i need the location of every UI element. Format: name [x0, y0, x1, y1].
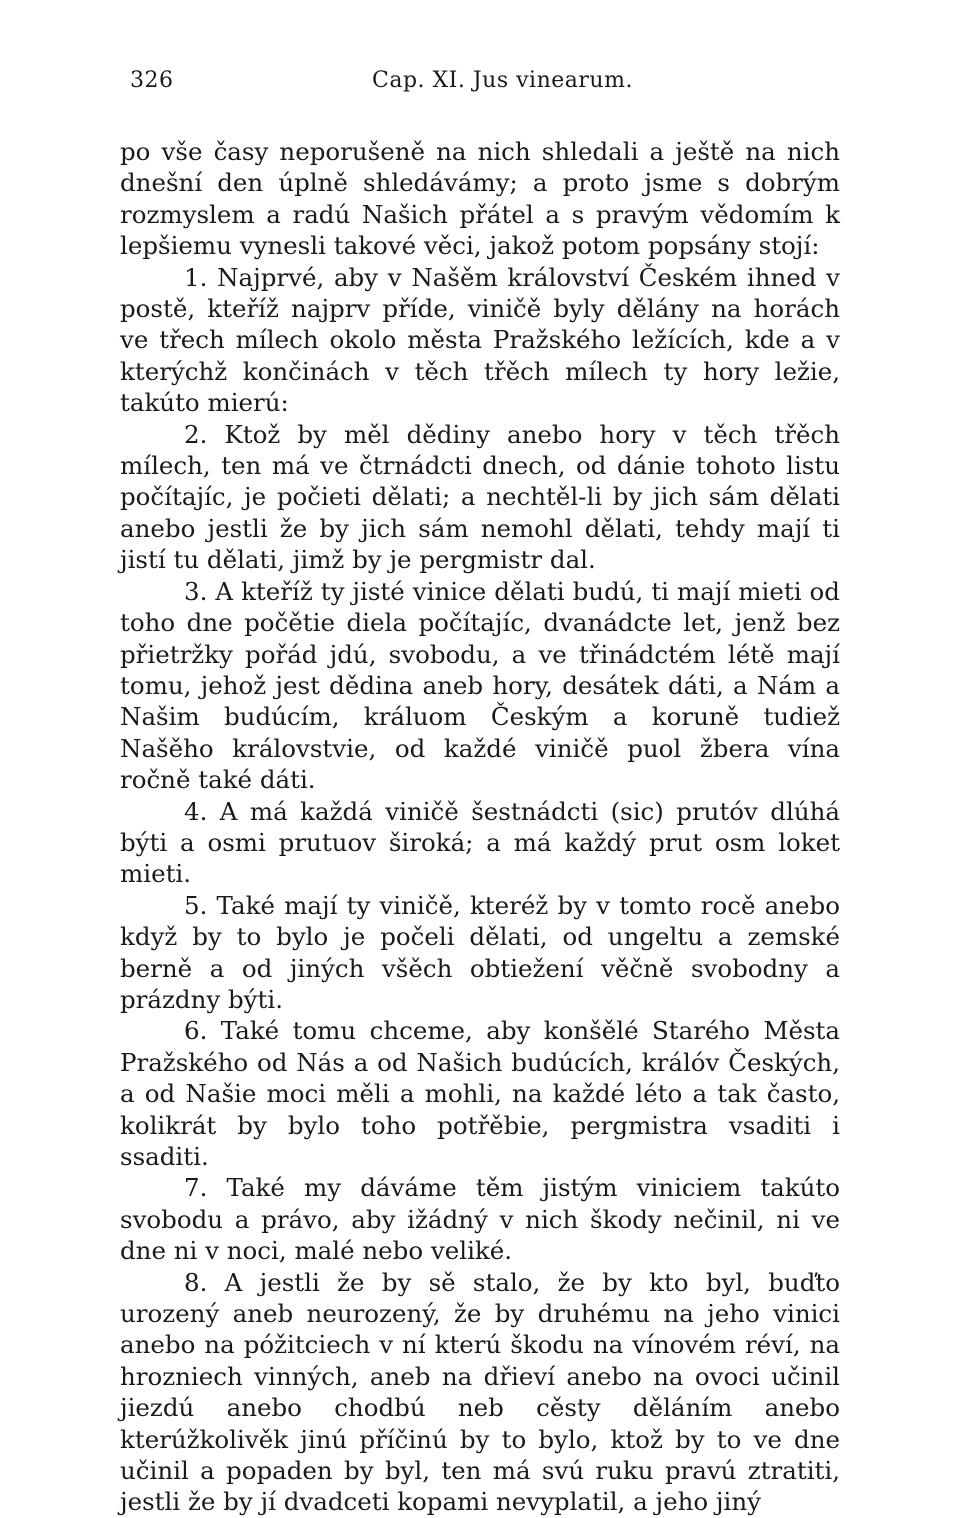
paragraph-article-2: 2. Ktož by měl dědiny anebo hory v těch třěch mílech, ten má ve čtrnádcti dnech, od dánie tohoto listu počítajíc, je počieti dělati; a nechtěl-li by jich sám dělati anebo jestli že by jich sám nemohl dělati, tehdy mají ti jistí tu dělati, jimž by je pergmistr dal.	[120, 419, 840, 575]
body-text	[120, 136, 840, 1518]
running-head	[120, 68, 840, 108]
running-title: Cap. XI. Jus vinearum.	[372, 68, 633, 93]
paragraph-continuation: po vše časy neporušeně na nich shledali a ještě na nich dnešní den úplně shledávámy; a proto jsme s dobrým rozmyslem a radú Našich přátel a s pravým vědomím k lepšiemu vynesli takové věci, jakož potom popsány stojí:	[120, 137, 840, 261]
paragraph-article-4: 4. A má každá viničě šestnádcti (sic) prutóv dlúhá býti a osmi prutuov široká; a má každý prut osm loket mieti.	[120, 796, 840, 889]
paragraph-article-3: 3. A kteříž ty jisté vinice dělati budú, ti mají mieti od toho dne počětie diela počítajíc, dvanádcte let, jenž bez přietržky pořád jdú, svobodu, a ve třinádctém létě mají tomu, jehož jest dědina aneb hory, desátek dáti, a Nám a Našim budúcím, králuom Českým a koruně tudiež Našěho královstvie, od každé viničě puol žbera vína ročně také dáti.	[120, 576, 840, 795]
book-page	[120, 68, 840, 1518]
paragraph-article-8: 8. A jestli že by sě stalo, že by kto byl, buďto urozený aneb neurozený, že by druhému na jeho vinici anebo na póžitciech v ní kterú škodu na vínovém réví, na hrozniech vinných, aneb na dřieví anebo na ovoci učinil jiezdú anebo chodbú neb cěsty děláním anebo kterúžkolivěk jinú příčinú by to bylo, ktož by to ve dne učinil a popaden by byl, ten má svú ruku pravú ztratiti, jestli že by jí dvadceti kopami nevyplatil, a jeho jiný	[120, 1267, 840, 1517]
paragraph-article-7: 7. Také my dáváme těm jistým viniciem takúto svobodu a právo, aby ižádný v nich škody nečinil, ni ve dne ni v noci, malé nebo veliké.	[120, 1173, 840, 1266]
page-number: 326	[130, 68, 174, 93]
paragraph-article-5: 5. Také mají ty viničě, kteréž by v tomto rocě anebo když by to bylo je počeli dělati, od ungeltu a zemské berně a od jiných všěch obtiežení věčně svobodny a prázdny býti.	[120, 890, 840, 1014]
paragraph-article-1: 1. Najprvé, aby v Našěm království Českém ihned v postě, kteříž najprv příde, viničě byly dělány na horách ve třech mílech okolo města Pražského ležících, kde a v kterýchž končinách v těch třěch mílech ty hory ležie, takúto mierú:	[120, 262, 840, 418]
paragraph-article-6: 6. Také tomu chceme, aby konšělé Starého Města Pražského od Nás a od Našich budúcích, králóv Českých, a od Našie moci měli a mohli, na každé léto a tak často, kolikrát by bylo toho potřěbie, pergmistra vsaditi i ssaditi.	[120, 1016, 840, 1171]
